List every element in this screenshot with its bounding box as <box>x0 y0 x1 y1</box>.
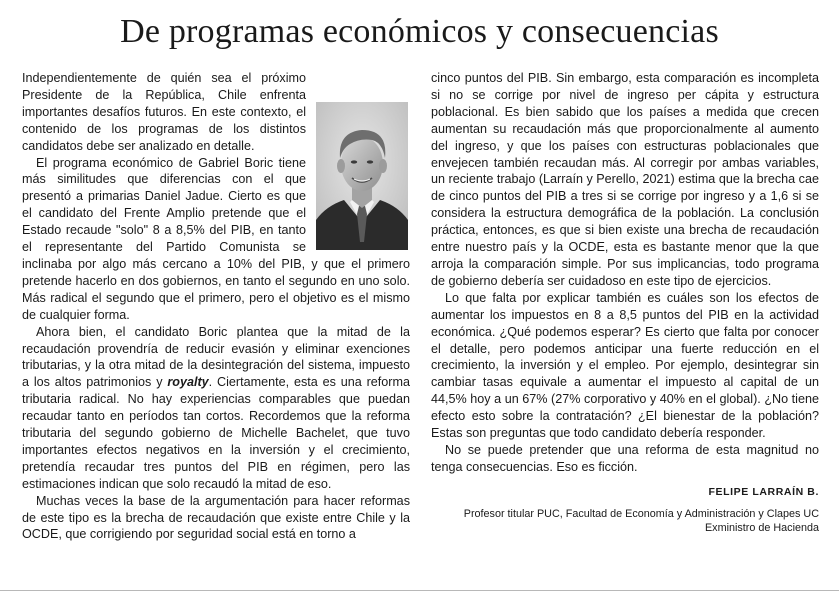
paragraph-conclusion: No se puede pretender que una reforma de esta magnitud no tenga consecuencias. Eso es ficción. <box>431 442 819 474</box>
paragraph-brecha: Muchas veces la base de la argumentación para hacer reformas de este tipo es la brecha de recaudación que existe entre Chile y la OCDE, que corrigiendo por seguridad social está en torno a <box>22 493 410 542</box>
author-name: FELIPE LARRAÍN B. <box>708 485 819 498</box>
author-credit <box>431 507 819 535</box>
paragraph-intro: Independientemente de quién sea el próximo Presidente de la República, Chile enfrenta importantes desafíos futuros. En este contexto, el contenido de los programas de los distintos candidatos debe ser analizado en detalle. <box>22 71 306 153</box>
paragraph-recaudacion-start: Ahora bien, el candidato Boric plantea que la mitad de la recaudación provendría de reducir evasión y eliminar exenciones tributarias, y la otra mitad de la desintegración del sistema, impuesto a los altos patrimonios y <box>22 324 410 390</box>
paragraph-recaudacion-rest: . Ciertamente, esta es una reforma tributaria radical. No hay experiencias comparables que puedan recaudar tanto en períodos tan cortos. Recordemos que la reforma tributaria del segundo gobierno de Michelle Bachelet, que tuvo importantes efectos negativos en la inversión y el crecimiento, pretendía recaudar tres puntos del PIB en régimen, pero las estimaciones indican que solo recaudó la mitad de eso. <box>22 375 410 491</box>
article-title: De programas económicos y consecuencias <box>120 13 719 50</box>
bottom-rule <box>0 590 839 591</box>
paragraph-efectos: Lo que falta por explicar también es cuáles son los efectos de aumentar los impuestos en 8 a 8,5 puntos del PIB en la actividad económica. ¿Qué podemos esperar? Es cierto que falta por conocer el detalle, pero podemos anticipar una fuerte reducción en el crecimiento, la inversión y el empleo. Por ejemplo, desintegrar sin cambiar tasas equivale a aumentar el impuesto al capital de un 44,5% hoy a un 67% (27% corporativo y 40% en el global). ¿No tiene efecto esto sobre la contratación? ¿El bienestar de la población? Estas son preguntas que todo candidato debería responder. <box>431 290 819 441</box>
author-photo <box>316 102 408 250</box>
paragraph-recaudacion <box>22 324 410 493</box>
article-column-right <box>431 70 819 535</box>
article-column-left <box>22 70 410 543</box>
author-credit-line2: Exministro de Hacienda <box>704 521 819 534</box>
royalty-word: royalty <box>167 375 209 390</box>
author-credit-line1: Profesor titular PUC, Facultad de Economía y Administración y Clapes UC <box>463 507 819 520</box>
paragraph-comparacion: cinco puntos del PIB. Sin embargo, esta comparación es incompleta si no se corrige por nivel de ingreso per cápita y estructura poblacional. Es bien sabido que los países a medida que crecen aumentan su recaudación más que proporcionalmente al aumento del ingreso, y que los países con estructuras poblacionales que envejecen también recaudan más. Al corregir por ambas variables, un reciente trabajo (Larraín y Perello, 2021) estima que la brecha cae de cinco puntos del PIB a tres si se corrige por ingreso y a 1,6 si se considera la estructura demográfica de la población. La conclusión práctica, entonces, es que si bien existe una brecha de recaudación entre nuestro país y la OCDE, esta es bastante menor que la que arroja la comparación simple. Por sus implicancias, todo programa de gobierno debería ser cuidadoso en este tipo de ejercicios. <box>431 71 819 288</box>
paragraph-boric-program: El programa económico de Gabriel Boric tiene más similitudes que diferencias con el que presentó a primarias Daniel Jadue. Cierto es que el candidato del Frente Amplio pretende que el Estado recaude "solo" 8 a 8,5% del PIB, en tanto el representante del Partido Comunista se inclinaba por algo más cercano a 10% del PIB, y que el primero pretende hacerlo en dos gobiernos, en tanto el segundo en uno solo. Más radical el segundo que el primero, pero el objetivo es el mismo de cualquier forma. <box>22 155 410 322</box>
